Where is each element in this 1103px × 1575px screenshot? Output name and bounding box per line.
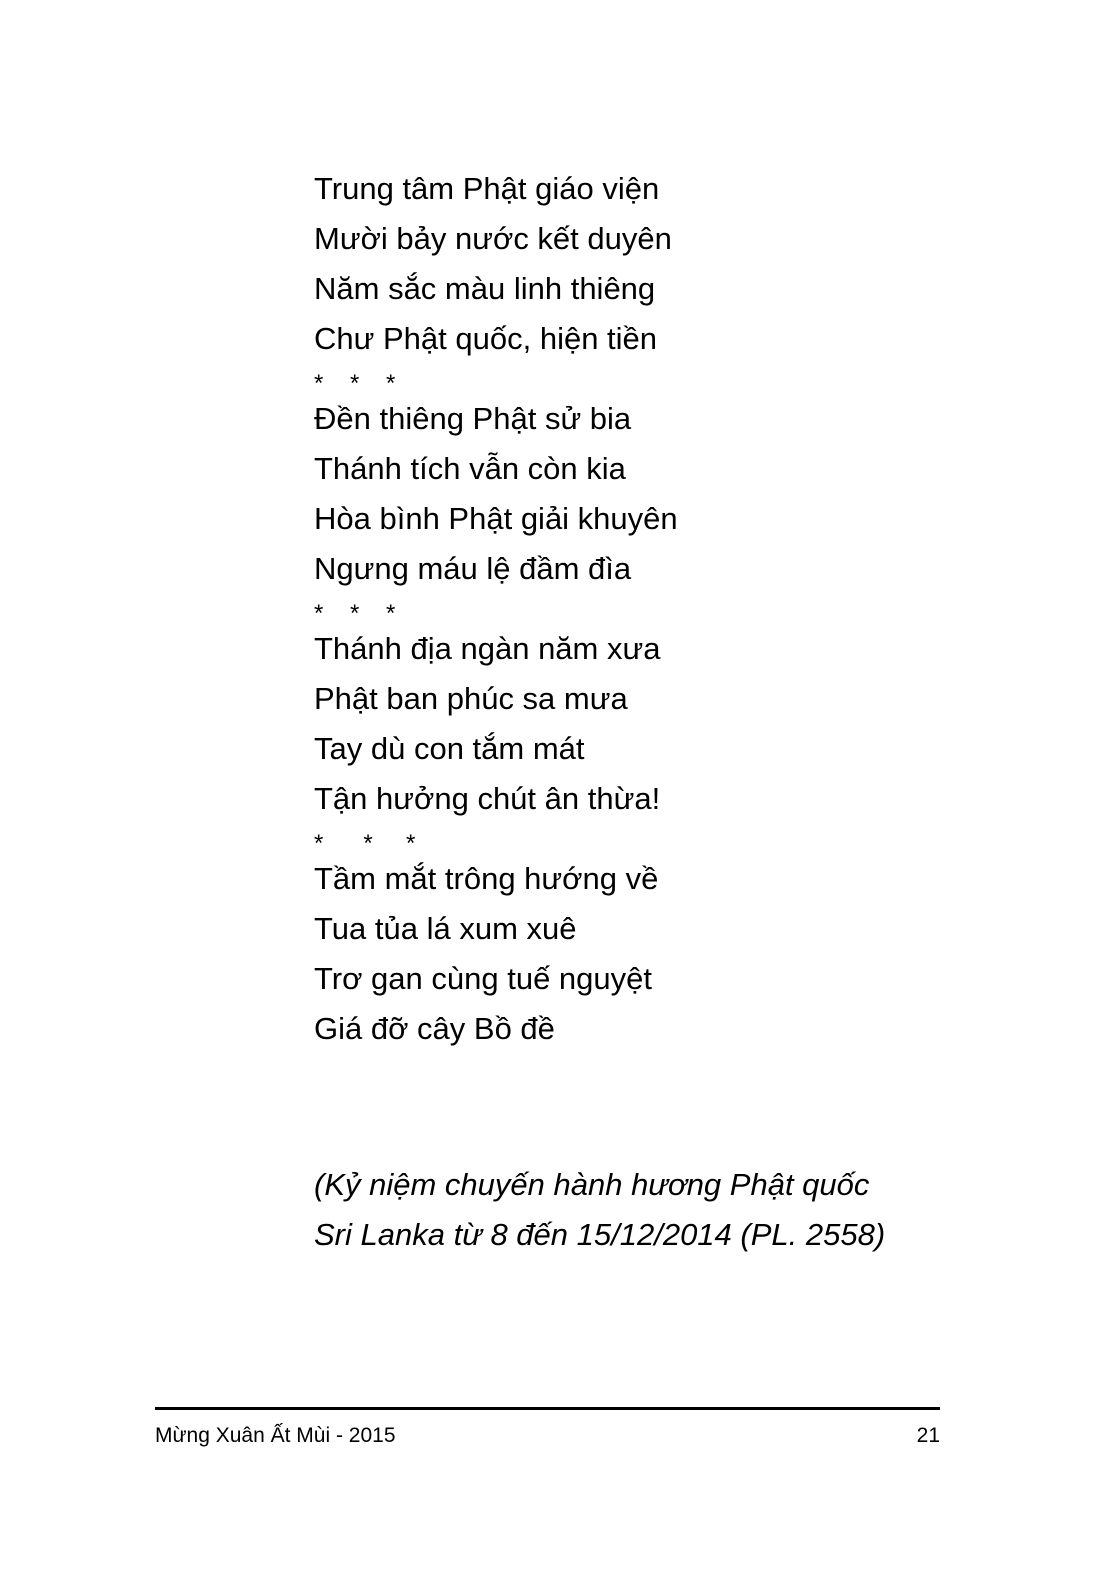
poem-line: Thánh tích vẫn còn kia (314, 451, 626, 486)
stanza-3 (314, 624, 1014, 824)
page-number: 21 (916, 1424, 940, 1447)
stanza-1 (314, 164, 1014, 364)
poem-line: Ngưng máu lệ đầm đìa (314, 551, 632, 586)
poem-line: Chư Phật quốc, hiện tiền (314, 321, 658, 356)
note-line: (Kỷ niệm chuyến hành hương Phật quốc (314, 1167, 870, 1202)
stanza-2 (314, 394, 1014, 594)
stanza-4 (314, 854, 1014, 1054)
stanza-separator: * * * (314, 600, 396, 627)
poem-line: Tay dù con tắm mát (314, 731, 585, 766)
poem-line: Trơ gan cùng tuế nguyệt (314, 961, 653, 996)
poem-line: Tận hưởng chút ân thừa! (314, 781, 661, 816)
stanza-separator: * * * (314, 830, 416, 857)
poem-line: Tầm mắt trông hướng về (314, 861, 659, 896)
stanza-separator: * * * (314, 370, 396, 397)
note-line: Sri Lanka từ 8 đến 15/12/2014 (PL. 2558) (314, 1217, 886, 1252)
poem-line: Thánh địa ngàn năm xưa (314, 631, 661, 666)
poem (314, 164, 1014, 1054)
poem-line: Tua tủa lá xum xuê (314, 911, 577, 946)
poem-line: Mười bảy nước kết duyên (314, 221, 672, 256)
commemoration-note (314, 1160, 1074, 1260)
poem-line: Phật ban phúc sa mưa (314, 681, 628, 716)
footer-divider (155, 1407, 940, 1410)
poem-line: Hòa bình Phật giải khuyên (314, 501, 678, 536)
poem-line: Giá đỡ cây Bồ đề (314, 1011, 555, 1046)
poem-line: Đền thiêng Phật sử bia (314, 401, 632, 436)
footer-title: Mừng Xuân Ất Mùi - 2015 (155, 1424, 396, 1447)
poem-line: Trung tâm Phật giáo viện (314, 171, 660, 206)
poem-line: Năm sắc màu linh thiêng (314, 271, 656, 306)
